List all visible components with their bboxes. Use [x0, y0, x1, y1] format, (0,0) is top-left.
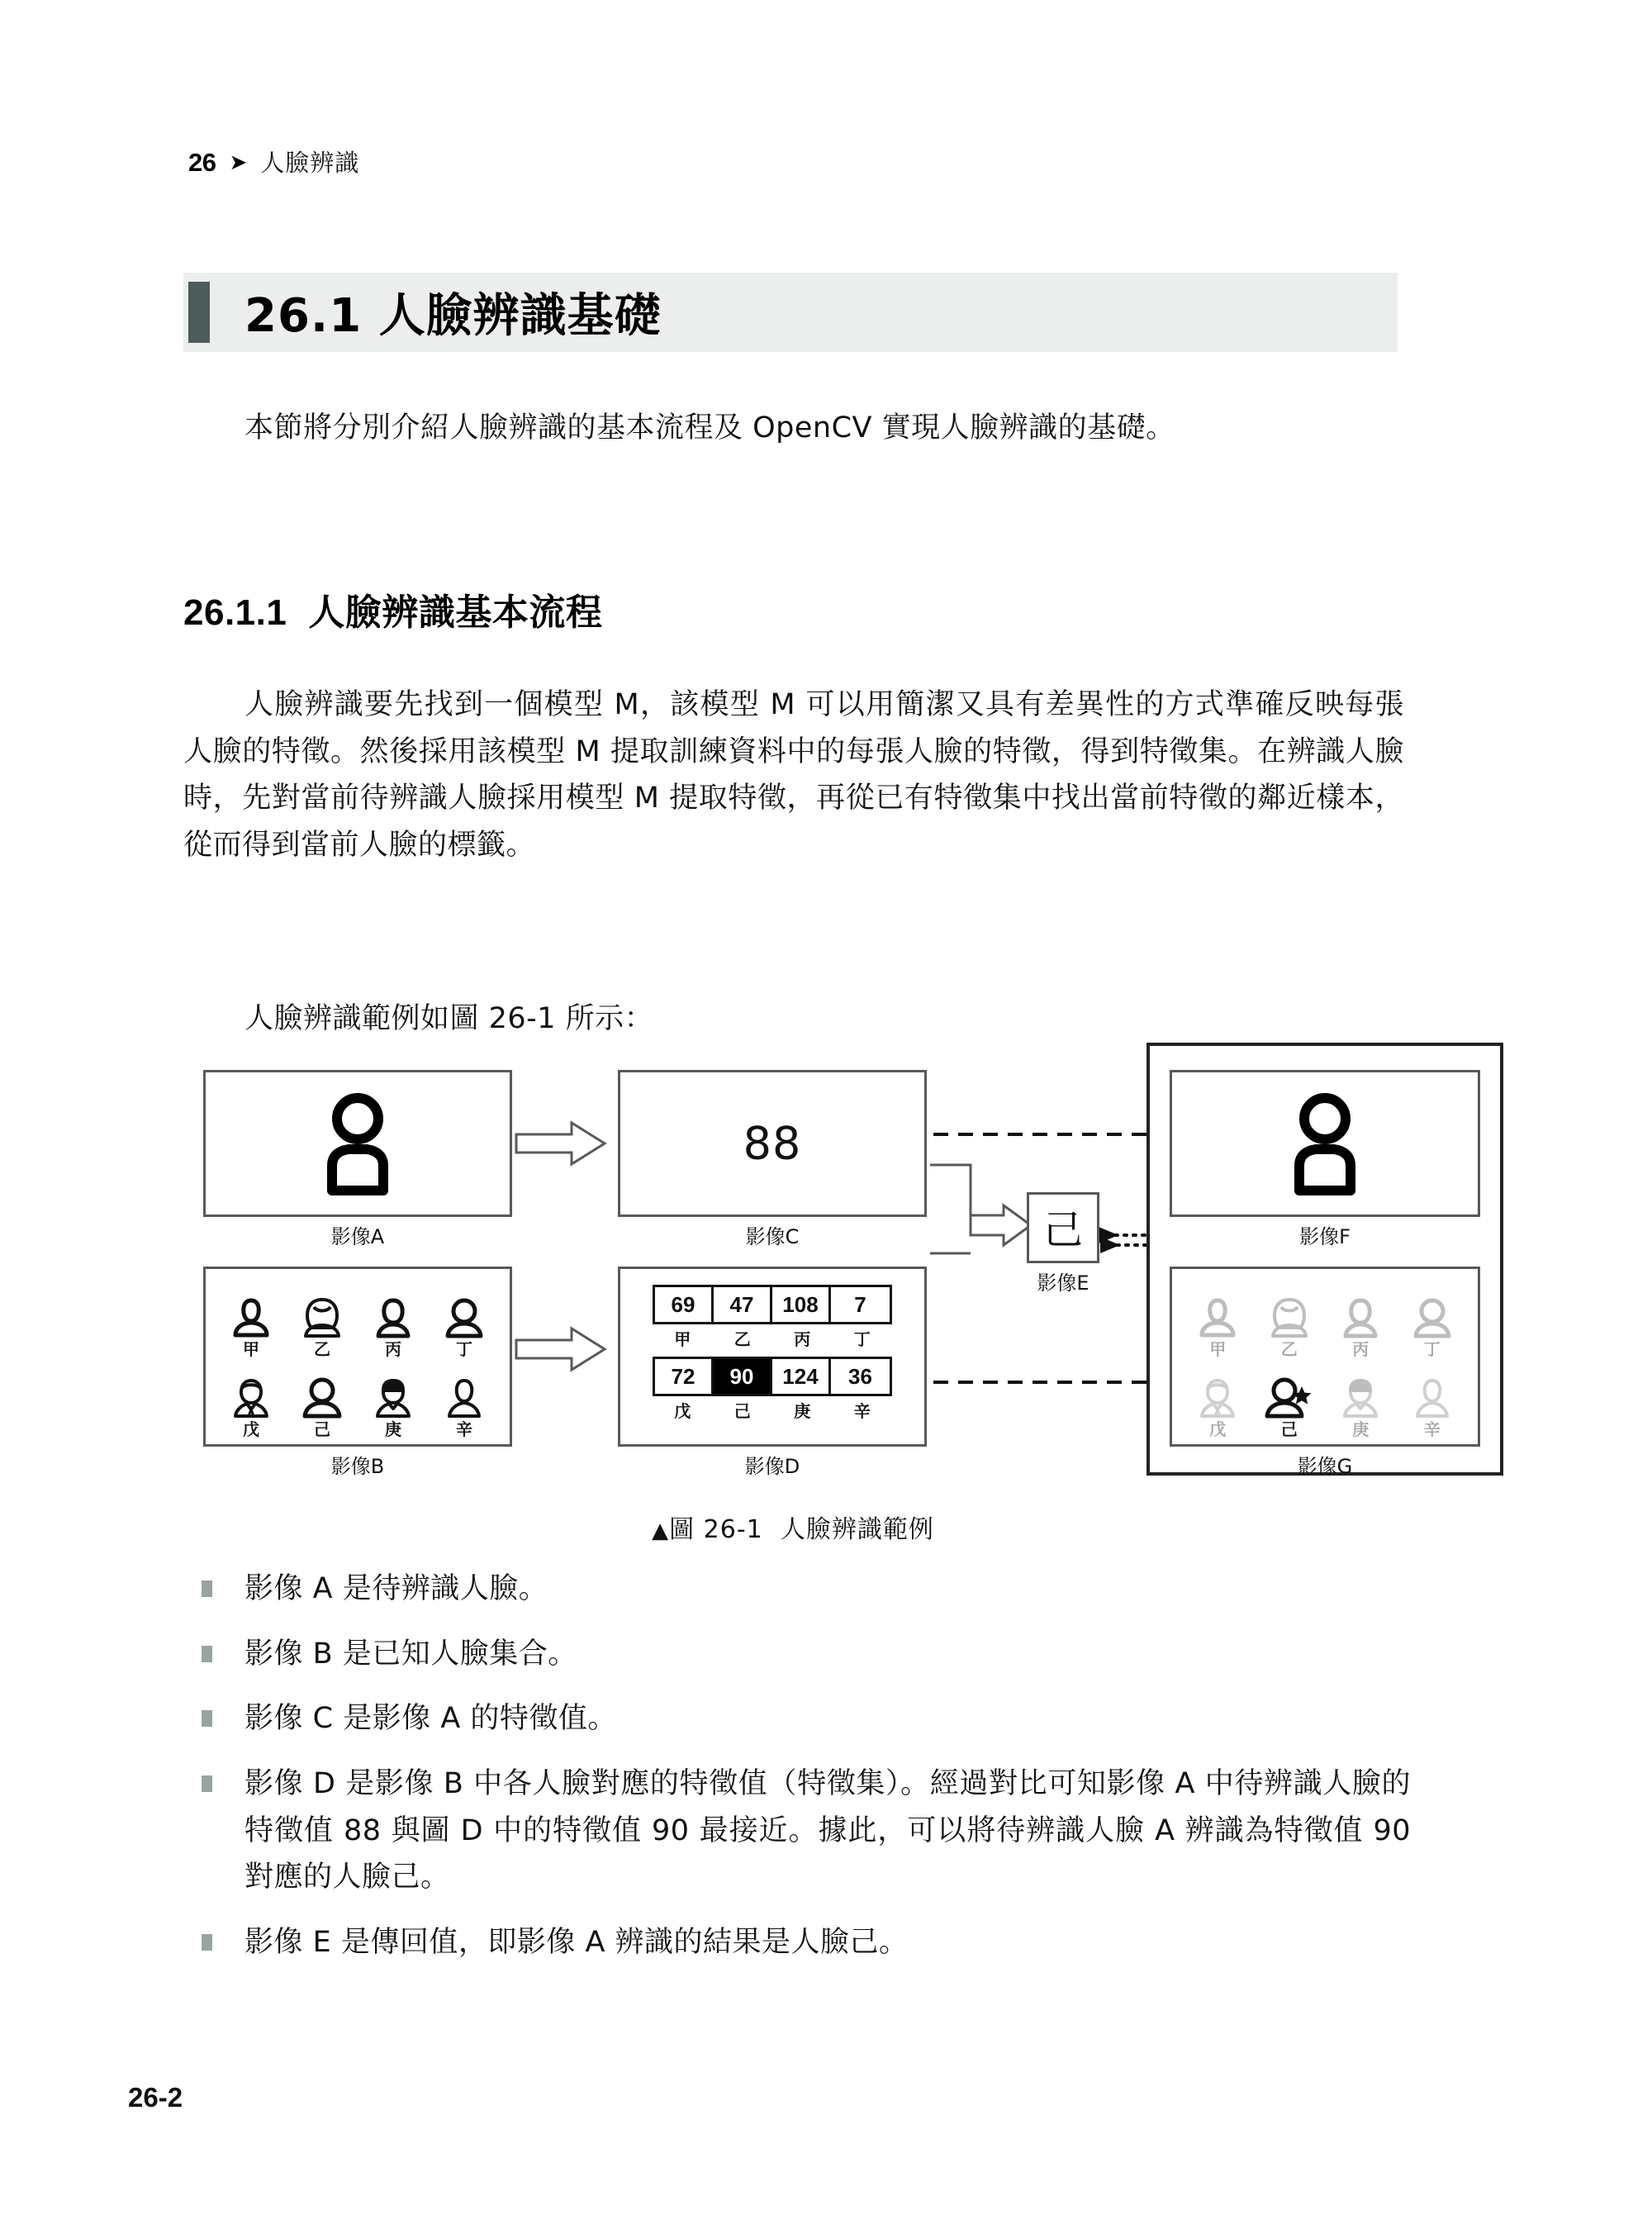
person-tie-icon	[230, 1377, 273, 1420]
arrow-icon: ➤	[229, 150, 248, 174]
bullet-marker-icon	[202, 1580, 212, 1597]
bullet-marker-icon	[202, 1775, 212, 1792]
face-name: 辛	[1423, 1419, 1441, 1439]
feature-name: 乙	[733, 1329, 751, 1349]
list-item	[188, 1695, 1411, 1742]
person-dark-hair-icon	[372, 1377, 415, 1420]
person-bob-hair-icon	[1339, 1297, 1382, 1340]
bullet-list	[188, 1566, 1411, 1984]
face-name: 庚	[1352, 1419, 1370, 1439]
section-heading-band	[183, 273, 1398, 352]
feature-row-2	[653, 1357, 892, 1396]
subsection-number: 26.1.1	[183, 592, 287, 633]
list-item-text: 影像 C 是影像 A 的特徵值。	[244, 1702, 617, 1736]
person-highlighted-icon	[1264, 1377, 1315, 1420]
face-name: 己	[314, 1419, 330, 1439]
face-name: 己	[1280, 1419, 1298, 1439]
figure-label-a: 影像A	[330, 1225, 385, 1248]
result-face-cell	[1411, 1277, 1454, 1357]
figure-label-e: 影像E	[1037, 1271, 1089, 1295]
face-name: 甲	[1209, 1339, 1227, 1359]
figure-box-image-g	[1170, 1267, 1480, 1447]
figure-label-f: 影像F	[1299, 1225, 1351, 1248]
list-item	[188, 1919, 1411, 1966]
figure-label-c: 影像C	[745, 1225, 800, 1248]
feature-row-1	[653, 1285, 892, 1324]
person-round-head-icon	[443, 1297, 486, 1340]
known-face-cell	[444, 1357, 485, 1438]
list-item	[188, 1566, 1411, 1613]
face-name: 辛	[456, 1419, 472, 1439]
result-face-cell	[1196, 1357, 1239, 1438]
person-tie-icon	[1196, 1377, 1239, 1420]
face-name: 甲	[243, 1339, 259, 1359]
known-face-cell	[443, 1277, 486, 1357]
feature-cell: 69	[655, 1287, 714, 1322]
chapter-title: 人臉辨識	[260, 149, 360, 177]
figure-26-1	[198, 1070, 1441, 1491]
feature-name: 戊	[674, 1401, 691, 1421]
known-face-cell	[372, 1277, 415, 1357]
figure-box-image-b	[203, 1267, 512, 1447]
face-name: 丁	[1423, 1339, 1441, 1359]
section-title: 26.1 人臉辨識基礎	[244, 289, 662, 343]
feature-value-c: 88	[743, 1117, 802, 1170]
face-name: 戊	[1209, 1419, 1227, 1439]
list-item	[188, 1631, 1411, 1678]
feature-table	[653, 1285, 892, 1428]
known-face-cell	[230, 1357, 273, 1438]
intro-paragraph: 本節將分別介紹人臉辨識的基本流程及 OpenCV 實現人臉辨識的基礎。	[244, 411, 1175, 444]
bullet-marker-icon	[202, 1934, 212, 1951]
result-face-cell	[1339, 1357, 1382, 1438]
figure-box-image-f	[1170, 1070, 1480, 1217]
result-face-cell	[1197, 1277, 1238, 1357]
person-plain-bold-icon	[300, 1377, 344, 1420]
figure-label-d: 影像D	[744, 1455, 800, 1478]
face-name: 庚	[385, 1419, 401, 1439]
feature-cell: 7	[831, 1287, 890, 1322]
chapter-number: 26	[188, 148, 216, 177]
figure-box-image-e	[1027, 1192, 1099, 1263]
result-face-cell	[1267, 1277, 1312, 1357]
person-icon	[1279, 1091, 1370, 1195]
feature-cell: 36	[831, 1359, 890, 1394]
feature-cell-highlighted: 90	[714, 1359, 772, 1394]
person-long-hair-icon	[300, 1297, 344, 1340]
flow-paragraph: 人臉辨識要先找到一個模型 M，該模型 M 可以用簡潔又具有差異性的方式準確反映每張人臉的特徵。然後採用該模型 M 提取訓練資料中的每張人臉的特徵，得到特徵集。在辨識人臉時，先對當前待辨識人臉採用模型 M 提取特徵，再從已有特徵集中找出當前特徵的鄰近樣本，從而得到當前人臉的標籤。	[183, 688, 1404, 863]
caption-triangle-icon: ▲	[652, 1519, 670, 1543]
person-plain-icon	[1197, 1297, 1238, 1340]
running-head	[188, 145, 359, 178]
feature-name: 辛	[853, 1401, 871, 1421]
person-outline-icon	[444, 1377, 485, 1420]
feature-cell: 47	[714, 1287, 772, 1322]
list-item-text: 影像 D 是影像 B 中各人臉對應的特徵值（特徵集）。經過對比可知影像 A 中待辨識人臉的特徵值 88 與圖 D 中的特徵值 90 最接近。據此，可以將待辨識人臉 A 辨識為特徵值 90 對應的人臉己。	[244, 1767, 1411, 1894]
figure-caption	[198, 1509, 1388, 1545]
known-face-cell	[230, 1277, 272, 1357]
figure-box-image-d	[618, 1267, 927, 1447]
person-plain-icon	[230, 1297, 272, 1340]
result-face-cell	[1339, 1277, 1382, 1357]
section-tick-mark	[188, 282, 210, 343]
result-face-cell-highlighted	[1264, 1357, 1315, 1438]
known-faces-grid	[216, 1277, 500, 1438]
feature-name: 丁	[853, 1329, 871, 1349]
person-long-hair-icon	[1267, 1297, 1312, 1340]
person-bob-hair-icon	[372, 1297, 415, 1340]
bullet-marker-icon	[202, 1646, 212, 1662]
feature-cell: 108	[772, 1287, 831, 1322]
result-faces-grid	[1182, 1277, 1468, 1438]
face-name: 丁	[456, 1339, 472, 1359]
face-name: 丙	[385, 1339, 401, 1359]
person-outline-icon	[1412, 1377, 1453, 1420]
face-name: 戊	[243, 1419, 259, 1439]
feature-cell: 72	[655, 1359, 714, 1394]
caption-label: 圖 26-1	[669, 1515, 763, 1544]
list-item-text: 影像 E 是傳回值，即影像 A 辨識的結果是人臉己。	[244, 1926, 909, 1960]
face-name: 乙	[1280, 1339, 1298, 1359]
feature-names-1	[653, 1326, 892, 1350]
person-round-head-icon	[1411, 1297, 1454, 1340]
bullet-marker-icon	[202, 1710, 212, 1727]
figure-reference-paragraph: 人臉辨識範例如圖 26-1 所示：	[244, 1002, 654, 1035]
figure-box-image-c	[618, 1070, 927, 1217]
list-item-text: 影像 B 是已知人臉集合。	[244, 1637, 577, 1671]
person-icon	[312, 1091, 403, 1195]
feature-names-2	[653, 1398, 892, 1422]
list-item	[188, 1761, 1411, 1901]
subsection-heading	[183, 582, 602, 635]
person-dark-hair-icon	[1339, 1377, 1382, 1420]
face-name: 丙	[1352, 1339, 1370, 1359]
known-face-cell	[300, 1357, 344, 1438]
result-value-e: 己	[1042, 1207, 1084, 1254]
feature-name: 丙	[794, 1329, 811, 1349]
figure-box-image-a	[203, 1070, 512, 1217]
caption-title: 人臉辨識範例	[780, 1515, 934, 1544]
figure-label-g: 影像G	[1297, 1455, 1353, 1478]
feature-cell: 124	[772, 1359, 831, 1394]
known-face-cell	[300, 1277, 344, 1357]
result-face-cell	[1412, 1357, 1453, 1438]
feature-name: 甲	[674, 1329, 691, 1349]
list-item-text: 影像 A 是待辨識人臉。	[244, 1572, 548, 1605]
figure-label-b: 影像B	[330, 1455, 385, 1478]
feature-name: 己	[733, 1401, 751, 1421]
feature-name: 庚	[794, 1401, 811, 1421]
subsection-title-text: 人臉辨識基本流程	[308, 592, 603, 634]
known-face-cell	[372, 1357, 415, 1438]
page-number: 26-2	[128, 2082, 183, 2113]
face-name: 乙	[314, 1339, 330, 1359]
